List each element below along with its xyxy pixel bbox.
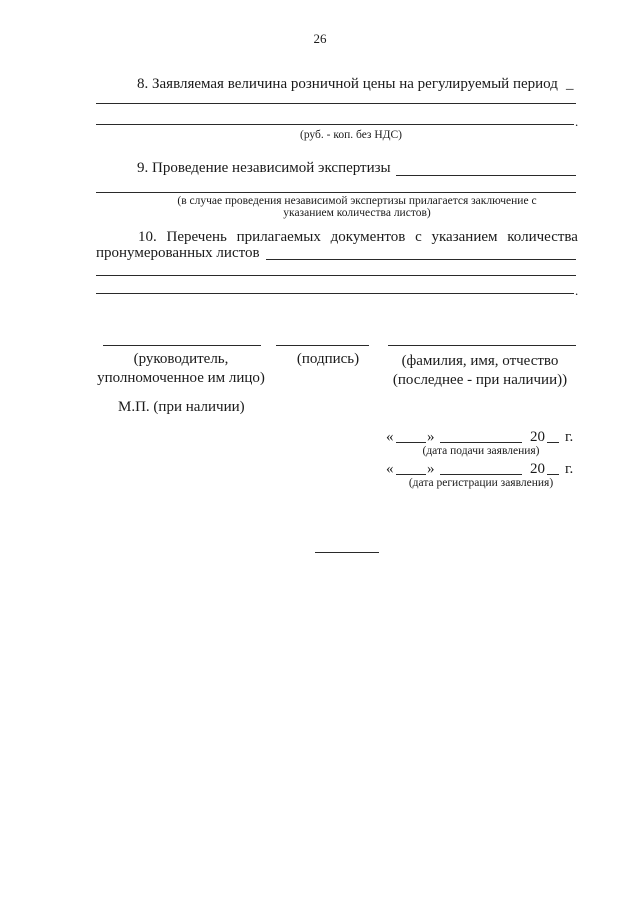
section-8-line-1	[96, 103, 576, 104]
submission-year-line	[547, 442, 559, 443]
section-10-period: .	[575, 283, 579, 298]
page-number: 26	[313, 31, 327, 46]
head-signature-line	[103, 345, 261, 346]
stamp-place: М.П. (при наличии)	[118, 399, 245, 415]
registration-day-line	[396, 474, 426, 475]
submission-open-quote: «	[386, 429, 394, 445]
section-9-line-2	[96, 192, 576, 193]
section-10-line-2-text: пронумерованных листов	[96, 245, 260, 261]
section-9-hint-line-1: (в случае проведения независимой экспертизы прилагается заключение с	[177, 195, 537, 207]
registration-year-suffix: г.	[565, 461, 574, 477]
section-8-line-2	[96, 124, 574, 125]
section-9-hint-line-2: указанием количества листов)	[283, 207, 431, 219]
registration-open-quote: «	[386, 461, 394, 477]
submission-day-line	[396, 442, 426, 443]
submission-year-suffix: г.	[565, 429, 574, 445]
section-9-heading: 9. Проведение независимой экспертизы	[137, 160, 391, 176]
head-caption-line-1: (руководитель,	[133, 351, 229, 367]
section-8-hint: (руб. - коп. без НДС)	[300, 129, 403, 141]
registration-year-line	[547, 474, 559, 475]
section-10-line-1	[266, 259, 576, 260]
registration-month-line	[440, 474, 522, 475]
head-caption-line-2: уполномоченное им лицо)	[97, 370, 265, 386]
section-8-period: .	[575, 114, 579, 129]
submission-close-quote: »	[427, 429, 435, 445]
submission-date-label: (дата подачи заявления)	[422, 445, 540, 457]
registration-date-label: (дата регистрации заявления)	[408, 477, 554, 489]
section-10-line-3	[96, 293, 574, 294]
section-8-tail: _	[566, 76, 574, 92]
section-10-heading: 10. Перечень прилагаемых документов с указанием количества	[138, 229, 578, 245]
section-9-line-1	[396, 175, 576, 176]
end-separator	[315, 552, 379, 553]
name-caption-line-2: (последнее - при наличии))	[392, 372, 568, 388]
submission-year-prefix: 20	[530, 429, 545, 445]
sign-signature-line	[276, 345, 369, 346]
section-8-heading: 8. Заявляемая величина розничной цены на регулируемый период	[137, 76, 558, 92]
name-caption-line-1: (фамилия, имя, отчество	[401, 353, 559, 369]
registration-year-prefix: 20	[530, 461, 545, 477]
submission-month-line	[440, 442, 522, 443]
registration-close-quote: »	[427, 461, 435, 477]
sign-caption: (подпись)	[296, 351, 360, 367]
name-signature-line	[388, 345, 576, 346]
section-10-line-2	[96, 275, 576, 276]
